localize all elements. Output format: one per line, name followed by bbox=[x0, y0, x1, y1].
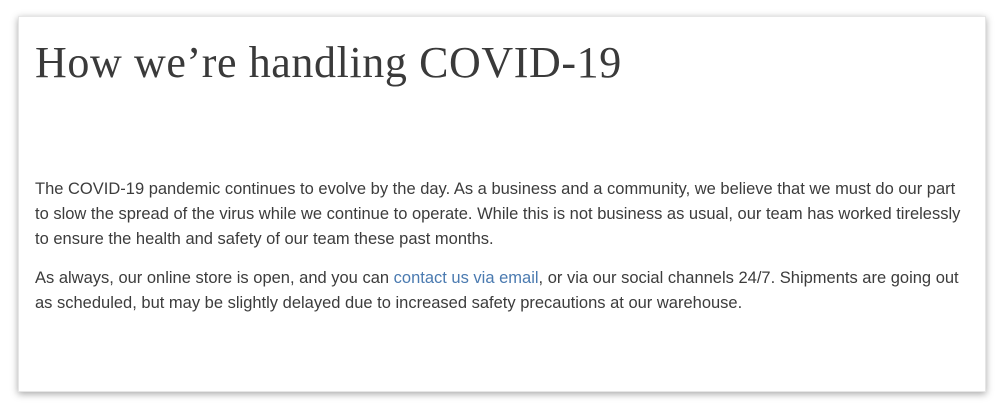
paragraph-store-text-after: , or via our social channels 24/7. Shipments are going out as scheduled, but may be slightly delayed due to increased safety precautions at our warehouse. bbox=[35, 269, 959, 312]
paragraph-intro: The COVID-19 pandemic continues to evolve by the day. As a business and a community, we believe that we must do our part to slow the spread of the virus while we continue to operate. While this is not business as usual, our team has worked tirelessly to ensure the health and safety of our team these past months. bbox=[35, 180, 961, 248]
paragraph-store bbox=[35, 266, 965, 316]
page-title: How we’re handling COVID-19 bbox=[35, 38, 622, 87]
notice-body bbox=[35, 177, 965, 330]
covid-notice-card bbox=[18, 16, 986, 392]
contact-email-link[interactable]: contact us via email bbox=[393, 269, 539, 287]
paragraph-store-text-before: As always, our online store is open, and you can bbox=[35, 269, 394, 287]
